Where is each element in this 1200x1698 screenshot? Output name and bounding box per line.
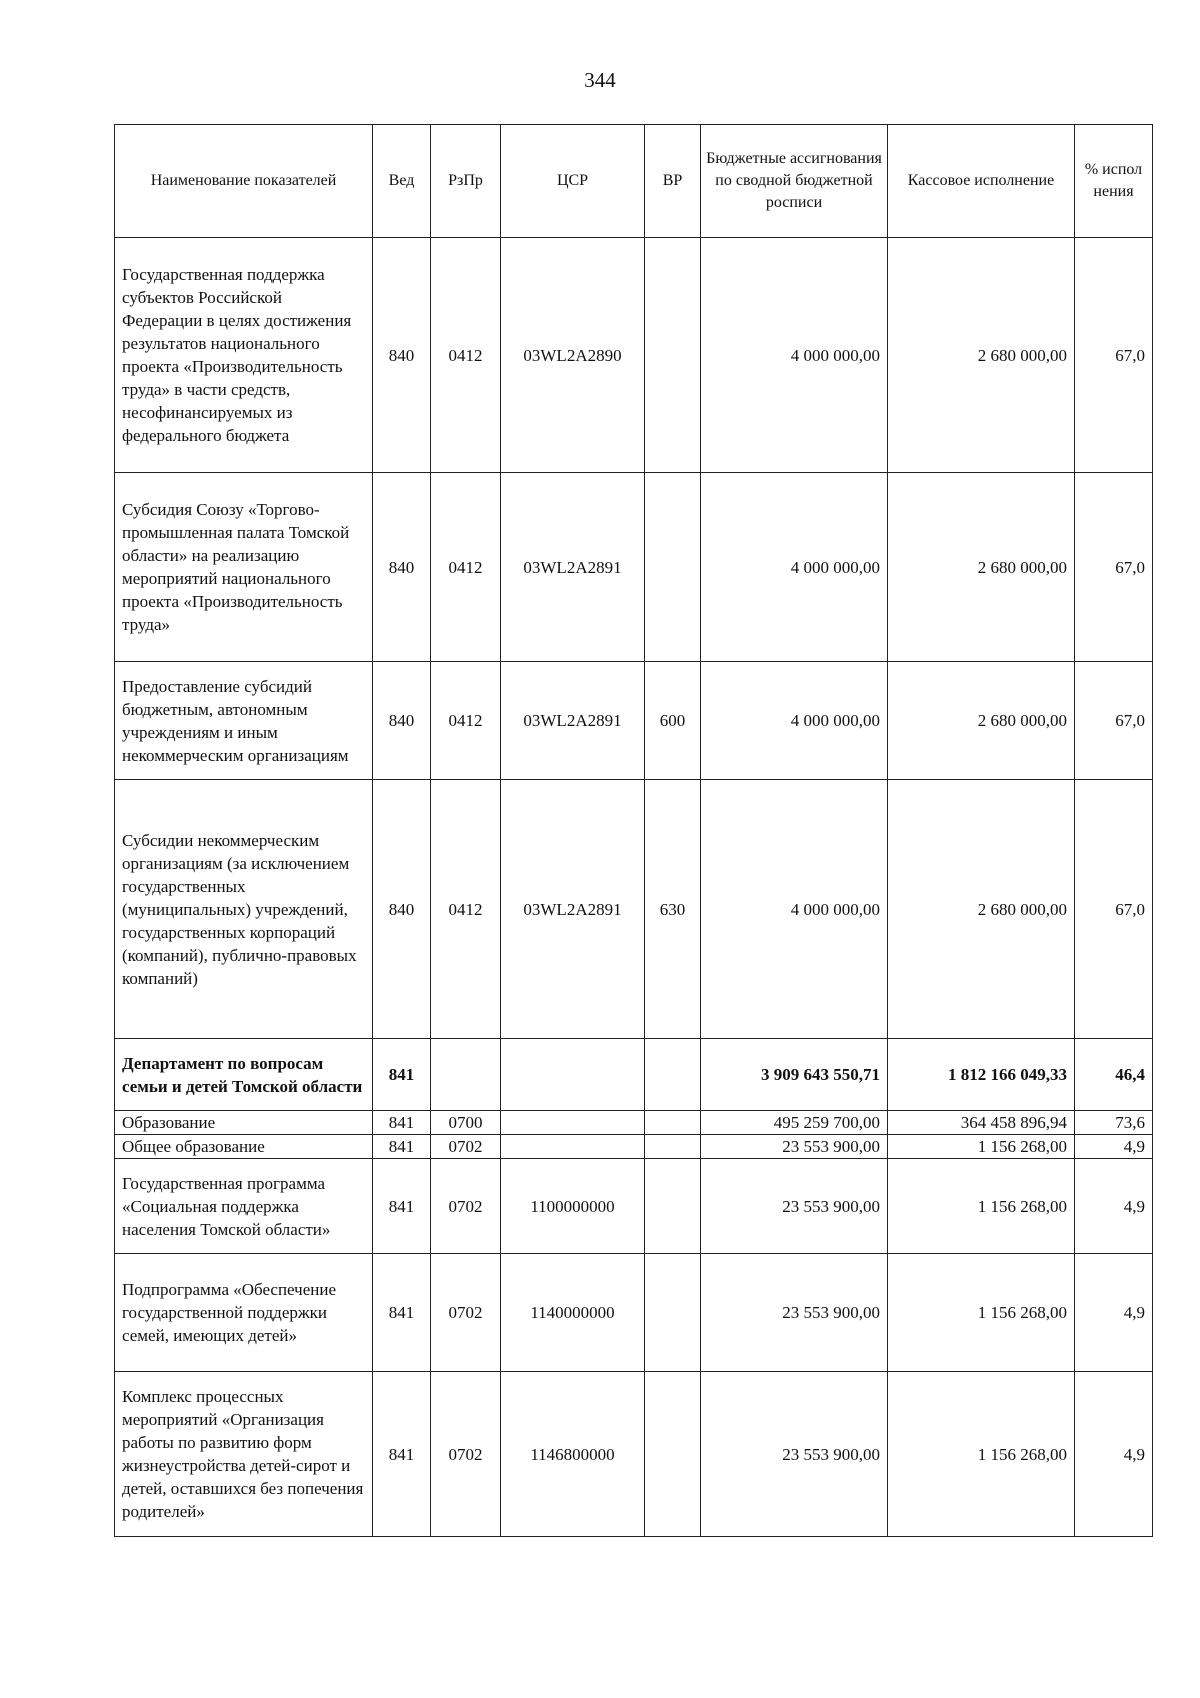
row-vr	[645, 1135, 701, 1159]
row-percent: 73,6	[1075, 1111, 1153, 1135]
row-assignments: 3 909 643 550,71	[701, 1039, 888, 1111]
row-vr: 600	[645, 662, 701, 780]
row-rzpr: 0700	[431, 1111, 501, 1135]
row-percent: 67,0	[1075, 473, 1153, 662]
row-execution: 2 680 000,00	[888, 662, 1075, 780]
row-percent: 4,9	[1075, 1254, 1153, 1372]
row-name: Департамент по вопросам семьи и детей Томской области	[115, 1039, 373, 1111]
row-vr	[645, 1039, 701, 1111]
row-name: Предоставление субсидий бюджетным, автономным учреждениям и иным некоммерческим организациям	[115, 662, 373, 780]
row-assignments: 23 553 900,00	[701, 1135, 888, 1159]
row-assignments: 495 259 700,00	[701, 1111, 888, 1135]
row-assignments: 4 000 000,00	[701, 238, 888, 473]
row-rzpr: 0702	[431, 1254, 501, 1372]
row-rzpr	[431, 1039, 501, 1111]
row-execution: 2 680 000,00	[888, 780, 1075, 1039]
header-vr: ВР	[645, 125, 701, 238]
row-percent: 4,9	[1075, 1135, 1153, 1159]
header-rzpr: РзПр	[431, 125, 501, 238]
row-csr: 03WL2A2890	[501, 238, 645, 473]
row-assignments: 4 000 000,00	[701, 662, 888, 780]
header-csr: ЦСР	[501, 125, 645, 238]
row-percent: 67,0	[1075, 238, 1153, 473]
table-row	[115, 473, 1153, 662]
row-execution: 1 156 268,00	[888, 1254, 1075, 1372]
table-row	[115, 1254, 1153, 1372]
row-ved: 841	[373, 1372, 431, 1537]
row-execution: 364 458 896,94	[888, 1111, 1075, 1135]
header-execution: Кассовое исполнение	[888, 125, 1075, 238]
row-csr: 03WL2A2891	[501, 473, 645, 662]
row-vr	[645, 1159, 701, 1254]
table-row	[115, 780, 1153, 1039]
header-assignments: Бюджетные ассигнования по сводной бюджетной росписи	[701, 125, 888, 238]
row-name: Образование	[115, 1111, 373, 1135]
table-row	[115, 238, 1153, 473]
row-rzpr: 0702	[431, 1372, 501, 1537]
row-execution: 1 156 268,00	[888, 1159, 1075, 1254]
budget-table	[114, 124, 1153, 1537]
row-csr	[501, 1039, 645, 1111]
row-assignments: 4 000 000,00	[701, 473, 888, 662]
row-assignments: 23 553 900,00	[701, 1254, 888, 1372]
row-percent: 67,0	[1075, 780, 1153, 1039]
row-ved: 840	[373, 238, 431, 473]
row-ved: 841	[373, 1039, 431, 1111]
row-name: Субсидия Союзу «Торгово-промышленная палата Томской области» на реализацию мероприятий национального проекта «Производительность труда»	[115, 473, 373, 662]
row-csr	[501, 1111, 645, 1135]
row-percent: 4,9	[1075, 1159, 1153, 1254]
row-vr	[645, 1254, 701, 1372]
row-ved: 841	[373, 1111, 431, 1135]
page-number: 344	[584, 68, 616, 92]
row-vr	[645, 238, 701, 473]
row-name: Государственная поддержка субъектов Российской Федерации в целях достижения результатов национального проекта «Производительность труда» в части средств, несофинансируемых из федерального бюджета	[115, 238, 373, 473]
row-rzpr: 0412	[431, 473, 501, 662]
header-ved: Вед	[373, 125, 431, 238]
table-row	[115, 1111, 1153, 1135]
row-csr	[501, 1135, 645, 1159]
row-percent: 46,4	[1075, 1039, 1153, 1111]
row-name: Подпрограмма «Обеспечение государственной поддержки семей, имеющих детей»	[115, 1254, 373, 1372]
row-name: Общее образование	[115, 1135, 373, 1159]
row-csr: 03WL2A2891	[501, 662, 645, 780]
row-rzpr: 0412	[431, 238, 501, 473]
header-percent: % испол нения	[1075, 125, 1153, 238]
row-vr	[645, 1372, 701, 1537]
table-row	[115, 1159, 1153, 1254]
table-row	[115, 1039, 1153, 1111]
header-name: Наименование показателей	[115, 125, 373, 238]
table-row	[115, 1135, 1153, 1159]
row-assignments: 23 553 900,00	[701, 1372, 888, 1537]
row-ved: 841	[373, 1135, 431, 1159]
row-ved: 841	[373, 1159, 431, 1254]
table-header-row	[115, 125, 1153, 238]
row-vr	[645, 473, 701, 662]
row-ved: 840	[373, 662, 431, 780]
row-name: Государственная программа «Социальная поддержка населения Томской области»	[115, 1159, 373, 1254]
row-assignments: 23 553 900,00	[701, 1159, 888, 1254]
row-execution: 1 812 166 049,33	[888, 1039, 1075, 1111]
row-execution: 2 680 000,00	[888, 238, 1075, 473]
row-ved: 840	[373, 780, 431, 1039]
row-execution: 2 680 000,00	[888, 473, 1075, 662]
row-vr: 630	[645, 780, 701, 1039]
row-ved: 840	[373, 473, 431, 662]
row-rzpr: 0702	[431, 1159, 501, 1254]
row-ved: 841	[373, 1254, 431, 1372]
row-name: Субсидии некоммерческим организациям (за исключением государственных (муниципальных) учреждений, государственных корпораций (компаний), публично-правовых компаний)	[115, 780, 373, 1039]
row-vr	[645, 1111, 701, 1135]
row-rzpr: 0412	[431, 662, 501, 780]
row-execution: 1 156 268,00	[888, 1372, 1075, 1537]
row-assignments: 4 000 000,00	[701, 780, 888, 1039]
row-csr: 1146800000	[501, 1372, 645, 1537]
row-csr: 1140000000	[501, 1254, 645, 1372]
row-rzpr: 0412	[431, 780, 501, 1039]
row-name: Комплекс процессных мероприятий «Организация работы по развитию форм жизнеустройства детей-сирот и детей, оставшихся без попечения родителей»	[115, 1372, 373, 1537]
row-percent: 4,9	[1075, 1372, 1153, 1537]
row-percent: 67,0	[1075, 662, 1153, 780]
table-row	[115, 662, 1153, 780]
row-execution: 1 156 268,00	[888, 1135, 1075, 1159]
row-rzpr: 0702	[431, 1135, 501, 1159]
table-row	[115, 1372, 1153, 1537]
row-csr: 1100000000	[501, 1159, 645, 1254]
row-csr: 03WL2A2891	[501, 780, 645, 1039]
